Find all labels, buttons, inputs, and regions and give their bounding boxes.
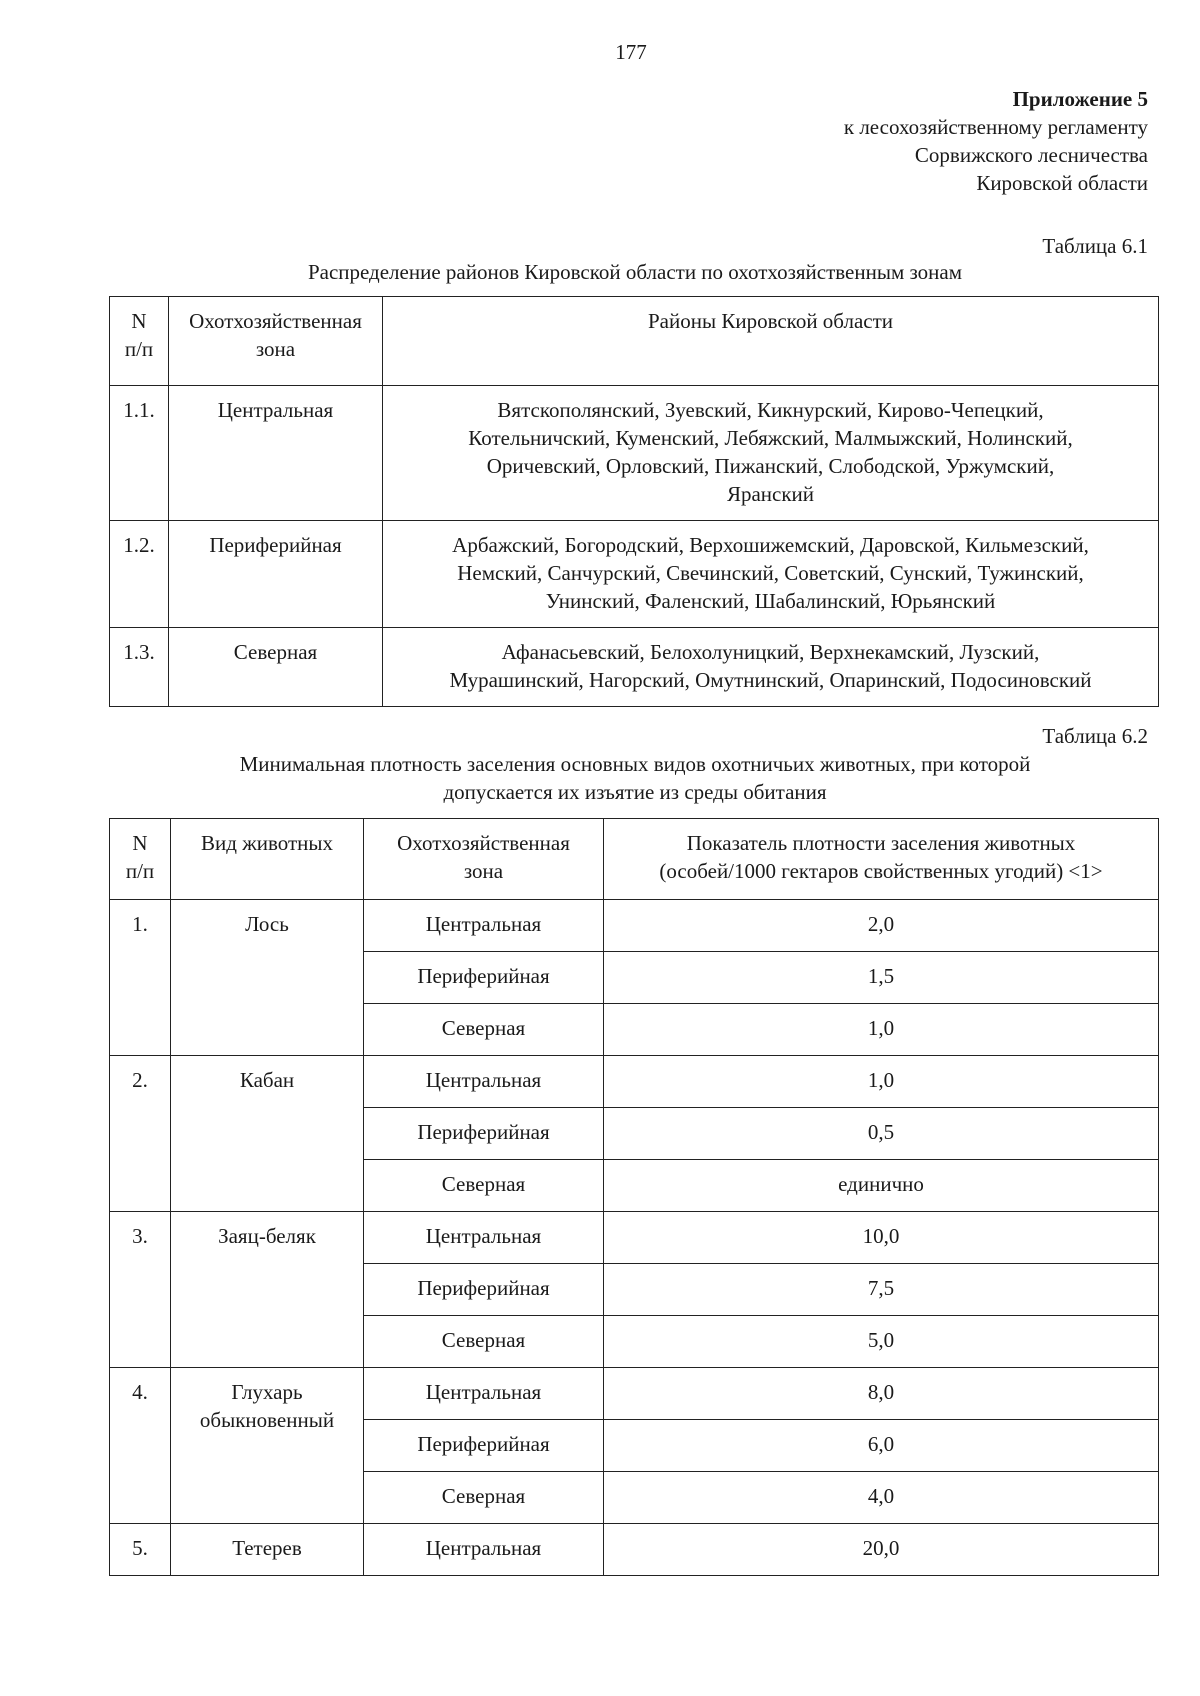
row-zone: Центральная [364, 900, 604, 952]
row-zone: Центральная [169, 386, 383, 521]
row-species [171, 1056, 364, 1212]
table2-caption-line: допускается их изъятие из среды обитания [443, 780, 827, 804]
row-num: 1.1. [110, 386, 169, 521]
row-num: 4. [110, 1368, 171, 1524]
row-zone: Северная [169, 628, 383, 707]
row-zone: Центральная [364, 1212, 604, 1264]
table2-caption-line: Минимальная плотность заселения основных видов охотничьих животных, при которой [239, 752, 1031, 776]
row-zone: Периферийная [364, 1108, 604, 1160]
density-table [109, 818, 1159, 1576]
appendix-line: Сорвижского лесничества [914, 143, 1148, 167]
table-row [110, 1368, 1159, 1420]
row-density-value: 7,5 [604, 1264, 1159, 1316]
species-name-line: Лось [245, 912, 289, 936]
row-zone: Периферийная [364, 1264, 604, 1316]
row-districts: Арбажский, Богородский, Верхошижемский, Даровской, Кильмезский, Немский, Санчурский, Свечинский, Советский, Сунский, Тужинский, Унинский, Фаленский, Шабалинский, Юрьянский [383, 521, 1159, 628]
species-name-line: обыкновенный [199, 1408, 335, 1432]
header-num: N п/п [110, 297, 169, 386]
row-species [171, 1524, 364, 1576]
row-density-value: 4,0 [604, 1472, 1159, 1524]
row-districts: Вятскополянский, Зуевский, Кикнурский, Кирово-Чепецкий, Котельничский, Куменский, Лебяжский, Малмыжский, Нолинский, Оричевский, Орловский, Пижанский, Слободской, Уржумский, Яранский [383, 386, 1159, 521]
row-density-value: 0,5 [604, 1108, 1159, 1160]
row-density-value: единично [604, 1160, 1159, 1212]
row-density-value: 20,0 [604, 1524, 1159, 1576]
row-species [171, 1368, 364, 1524]
table-row [110, 1524, 1159, 1576]
row-zone: Северная [364, 1004, 604, 1056]
row-zone: Северная [364, 1316, 604, 1368]
appendix-line: Кировской области [976, 171, 1148, 195]
row-districts: Афанасьевский, Белохолуницкий, Верхнекамский, Лузский, Мурашинский, Нагорский, Омутнинский, Опаринский, Подосиновский [383, 628, 1159, 707]
districts-table [109, 296, 1159, 707]
row-zone: Периферийная [364, 952, 604, 1004]
header-species: Вид животных [171, 819, 364, 900]
table1-label: Таблица 6.1 [1042, 234, 1148, 258]
row-density-value: 1,0 [604, 1004, 1159, 1056]
row-density-value: 1,5 [604, 952, 1159, 1004]
header-zone: Охотхозяйственная зона [364, 819, 604, 900]
row-zone: Северная [364, 1472, 604, 1524]
species-name-line: Заяц-беляк [218, 1224, 316, 1248]
header-districts: Районы Кировской области [383, 297, 1159, 386]
species-name-line: Глухарь [231, 1380, 303, 1404]
row-species [171, 1212, 364, 1368]
row-zone: Периферийная [364, 1420, 604, 1472]
row-zone: Центральная [364, 1524, 604, 1576]
row-num: 1.2. [110, 521, 169, 628]
row-zone: Центральная [364, 1368, 604, 1420]
appendix-line: к лесохозяйственному регламенту [843, 115, 1148, 139]
table2-label: Таблица 6.2 [1042, 724, 1148, 748]
row-density-value: 2,0 [604, 900, 1159, 952]
table-row [110, 900, 1159, 952]
row-density-value: 5,0 [604, 1316, 1159, 1368]
table1-caption: Распределение районов Кировской области по охотхозяйственным зонам [307, 260, 963, 284]
row-density-value: 1,0 [604, 1056, 1159, 1108]
table-row [110, 521, 1159, 628]
header-num: N п/п [110, 819, 171, 900]
row-zone: Северная [364, 1160, 604, 1212]
row-density-value: 10,0 [604, 1212, 1159, 1264]
species-name-line: Кабан [239, 1068, 295, 1092]
row-zone: Центральная [364, 1056, 604, 1108]
table-row [110, 386, 1159, 521]
species-name-line: Тетерев [232, 1536, 302, 1560]
header-zone: Охотхозяйственная зона [169, 297, 383, 386]
row-density-value: 8,0 [604, 1368, 1159, 1420]
appendix-header [448, 85, 1148, 197]
row-num: 1. [110, 900, 171, 1056]
row-num: 2. [110, 1056, 171, 1212]
row-species [171, 900, 364, 1056]
row-density-value: 6,0 [604, 1420, 1159, 1472]
table-row [110, 1212, 1159, 1264]
table-header-row [110, 819, 1159, 900]
row-num: 1.3. [110, 628, 169, 707]
page-number: 177 [615, 40, 647, 64]
appendix-title: Приложение 5 [1012, 87, 1148, 111]
table-header-row [110, 297, 1159, 386]
table-row [110, 1056, 1159, 1108]
table-row [110, 628, 1159, 707]
row-num: 5. [110, 1524, 171, 1576]
row-zone: Периферийная [169, 521, 383, 628]
header-density: Показатель плотности заселения животных (особей/1000 гектаров свойственных угодий) <1> [604, 819, 1159, 900]
row-num: 3. [110, 1212, 171, 1368]
